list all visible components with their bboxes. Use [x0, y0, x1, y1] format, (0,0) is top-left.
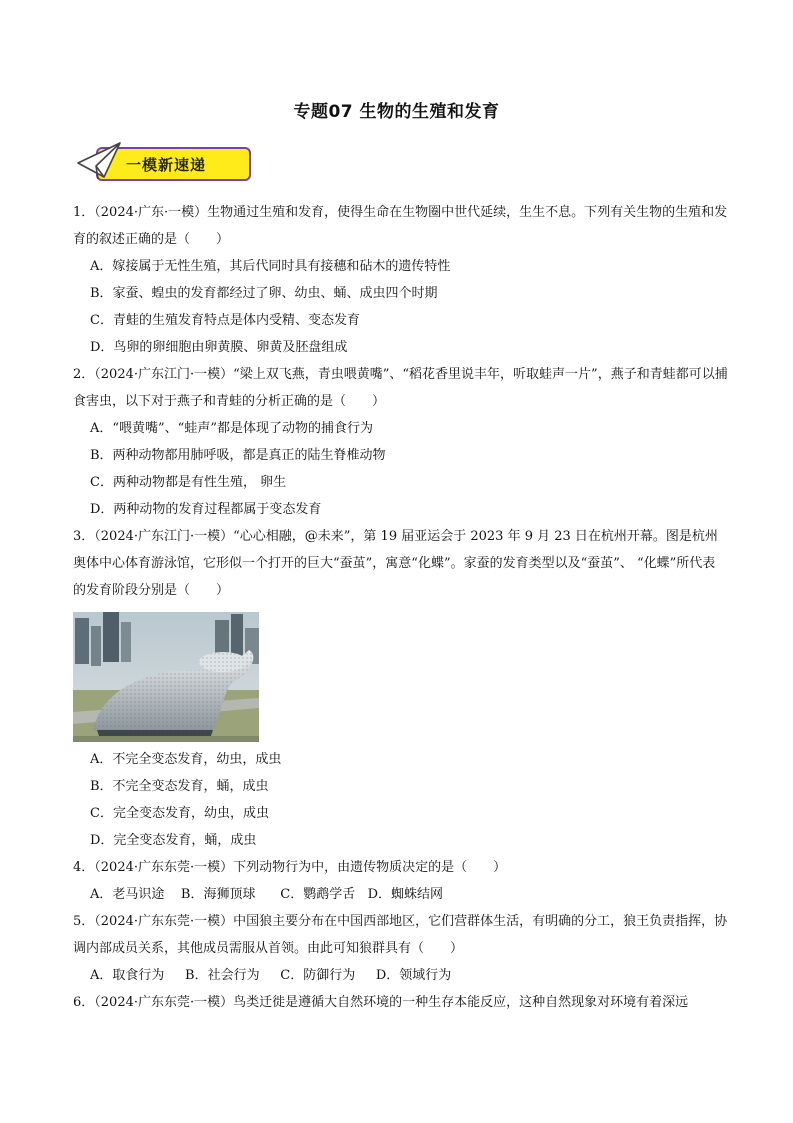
option: A．不完全变态发育，幼虫，成虫 — [90, 752, 282, 767]
option: C．青蛙的生殖发育特点是体内受精、变态发育 — [90, 313, 360, 328]
question-stem: 5．（2024·广东东莞·一模）中国狼主要分布在中国西部地区，它们营群体生活，有明确的分工，狼王负责指挥，协调内部成员关系，其他成员需服从首领。由此可知狼群具有（ ） — [73, 914, 728, 956]
option: D．鸟卵的卵细胞由卵黄膜、卵黄及胚盘组成 — [90, 340, 348, 355]
option: A．嫁接属于无性生殖，其后代同时具有接穗和砧木的遗传特性 — [90, 259, 451, 274]
question-2 — [73, 361, 728, 523]
question-stem: 2．（2024·广东江门·一模）“梁上双飞燕，青虫喂黄嘴”、“稻花香里说丰年，听取蛙声一片”，燕子和青蛙都可以捕食害虫，以下对于燕子和青蛙的分析正确的是（ ） — [73, 367, 728, 409]
question-5 — [73, 908, 728, 989]
option: A．“喂黄嘴”、“蛙声”都是体现了动物的捕食行为 — [90, 421, 373, 436]
question-stem: 3．（2024·广东江门·一模）“心心相融，@未来”，第 19 届亚运会于 2023 年 9 月 23 日在杭州开幕。图是杭州奥体中心体育游泳馆，它形似一个打开的巨大“蚕茧”，寓意“化蝶”。家蚕的发育类型以及“蚕茧”、 “化蝶”所代表的发育阶段分别是（ ） — [73, 529, 718, 598]
question-stem: 4．（2024·广东东莞·一模）下列动物行为中，由遗传物质决定的是（ ） — [73, 860, 507, 875]
question-1 — [73, 199, 728, 361]
question-6 — [73, 989, 728, 1016]
page-title: 专题07 生物的生殖和发育 — [293, 102, 500, 122]
option: D．两种动物的发育过程都属于变态发育 — [90, 502, 322, 517]
question-stem: 6．（2024·广东东莞·一模）鸟类迁徙是遵循大自然环境的一种生存本能反应，这种自然现象对环境有着深远 — [73, 995, 689, 1010]
option-row: A．老马识途 B．海狮顶球 C．鹦鹉学舌 D．蜘蛛结网 — [90, 887, 444, 902]
section-label: 一模新速递 — [126, 156, 207, 174]
option: C．两种动物都是有性生殖， 卵生 — [90, 475, 287, 490]
option: B．不完全变态发育，蛹，成虫 — [90, 779, 269, 794]
section-banner — [74, 139, 254, 185]
question-4 — [73, 854, 728, 908]
option: B．家蚕、蝗虫的发育都经过了卵、幼虫、蛹、成虫四个时期 — [90, 286, 438, 301]
option: B．两种动物都用肺呼吸，都是真正的陆生脊椎动物 — [90, 448, 386, 463]
paper-plane-icon — [74, 139, 134, 185]
option-row: A．取食行为 B．社会行为 C．防御行为 D．领域行为 — [90, 968, 452, 983]
question-stem: 1．（2024·广东·一模）生物通过生殖和发育，使得生命在生物圈中世代延续，生生不息。下列有关生物的生殖和发育的叙述正确的是（ ） — [73, 205, 728, 247]
question-3 — [73, 523, 728, 854]
option: D．完全变态发育，蛹，成虫 — [90, 833, 257, 848]
option: C．完全变态发育，幼虫，成虫 — [90, 806, 269, 821]
stadium-photo — [73, 612, 259, 742]
question-list — [73, 199, 728, 1016]
